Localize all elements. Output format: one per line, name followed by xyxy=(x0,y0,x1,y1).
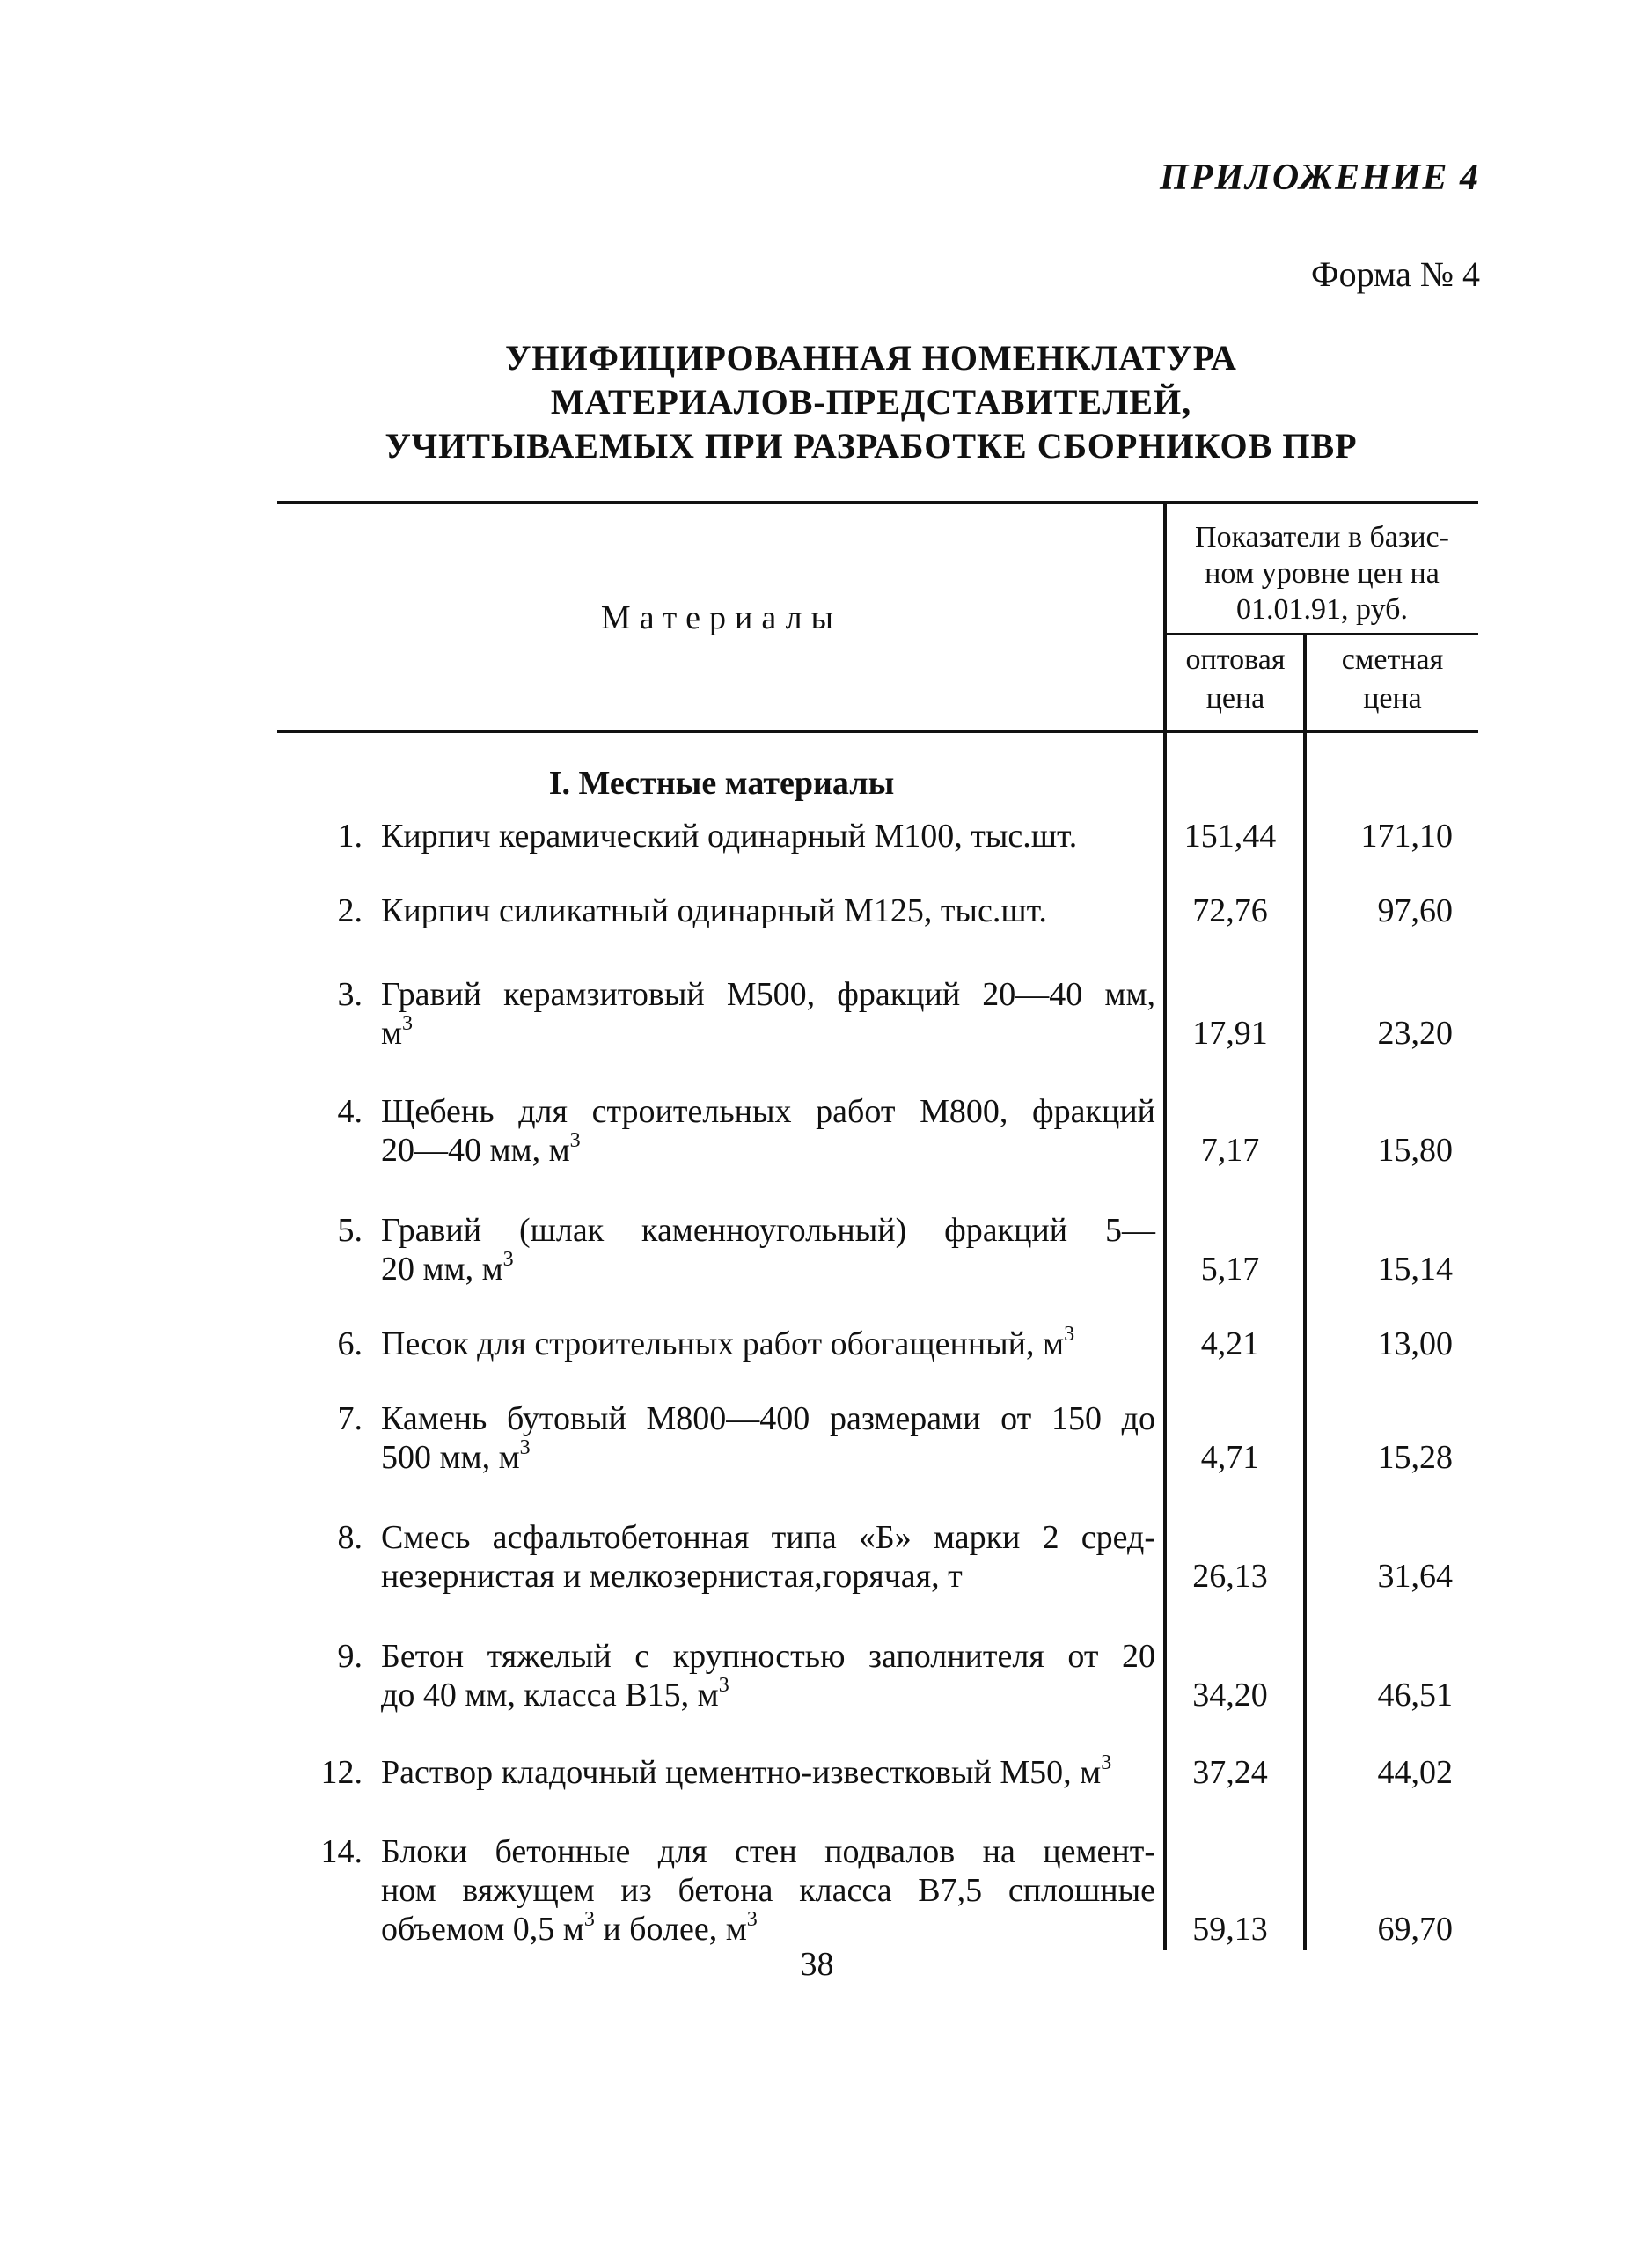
row-estimate-price: 23,20 xyxy=(1377,1015,1453,1052)
wholesale-line-2: цена xyxy=(1205,682,1265,715)
row-material-line: Камень бутовый М800—400 размерами от 150 до xyxy=(381,1400,1155,1437)
wholesale-line-1: оптовая xyxy=(1185,643,1286,676)
estimate-line-2: цена xyxy=(1363,682,1422,715)
row-number: 9. xyxy=(337,1638,363,1675)
row-wholesale-price: 34,20 xyxy=(1192,1677,1268,1714)
row-material xyxy=(381,1399,1155,1477)
row-number: 14. xyxy=(320,1833,363,1870)
row-wholesale-price: 37,24 xyxy=(1192,1754,1268,1791)
row-material-line: незернистая и мелкозернистая,горячая, т xyxy=(381,1558,963,1595)
superscript: 3 xyxy=(746,1908,758,1931)
row-material-line xyxy=(381,1250,1155,1288)
superscript: 3 xyxy=(502,1248,514,1271)
row-material-line: Бетон тяжелый с крупностью заполнителя от 20 xyxy=(381,1638,1155,1675)
table-top-rule xyxy=(277,501,1478,504)
indicators-sub-rule xyxy=(1166,633,1478,635)
row-material xyxy=(381,1211,1155,1288)
row-estimate-price: 13,00 xyxy=(1377,1325,1453,1362)
row-number: 4. xyxy=(337,1093,363,1130)
title-line-2: МАТЕРИАЛОВ-ПРЕДСТАВИТЕЛЕЙ, xyxy=(550,382,1192,422)
row-number: 5. xyxy=(337,1212,363,1249)
superscript: 3 xyxy=(718,1674,729,1697)
row-material xyxy=(381,817,1155,855)
row-material xyxy=(381,1753,1155,1792)
row-estimate-price: 15,80 xyxy=(1377,1132,1453,1169)
table-header-rule xyxy=(277,730,1478,733)
column-header-materials: Материалы xyxy=(600,599,843,636)
row-material-line: Смесь асфальтобетонная типа «Б» марки 2 сред- xyxy=(381,1519,1155,1556)
row-material xyxy=(381,1832,1155,1949)
column-header-wholesale xyxy=(1166,641,1305,718)
row-wholesale-price: 59,13 xyxy=(1192,1911,1268,1948)
row-estimate-price: 15,14 xyxy=(1377,1251,1453,1288)
row-material-line: Гравий (шлак каменноугольный) фракций 5— xyxy=(381,1212,1155,1249)
row-material-line xyxy=(381,1910,1155,1949)
row-estimate-price: 15,28 xyxy=(1377,1439,1453,1476)
row-estimate-price: 31,64 xyxy=(1377,1558,1453,1595)
column-header-indicators xyxy=(1166,519,1478,628)
row-material xyxy=(381,1637,1155,1714)
superscript: 3 xyxy=(402,1012,414,1035)
row-material-text: и более, м xyxy=(594,1911,747,1948)
row-estimate-price: 44,02 xyxy=(1377,1754,1453,1791)
row-number: 7. xyxy=(337,1400,363,1437)
row-material-text: 500 мм, м xyxy=(381,1439,520,1476)
row-material xyxy=(381,892,1155,930)
row-material xyxy=(381,975,1155,1053)
row-estimate-price: 46,51 xyxy=(1377,1677,1453,1714)
column-divider-prices xyxy=(1303,634,1307,1950)
row-material-line xyxy=(381,1325,1155,1363)
row-estimate-price: 97,60 xyxy=(1377,892,1453,929)
column-header-estimate xyxy=(1307,641,1478,718)
title-line-1: УНИФИЦИРОВАННАЯ НОМЕНКЛАТУРА xyxy=(505,338,1237,378)
materials-table xyxy=(277,0,1478,2268)
row-material-line xyxy=(381,1753,1155,1792)
row-number: 8. xyxy=(337,1519,363,1556)
superscript: 3 xyxy=(519,1436,531,1459)
superscript: 3 xyxy=(1101,1751,1112,1774)
estimate-line-1: сметная xyxy=(1341,643,1444,676)
row-material-line: Гравий керамзитовый М500, фракций 20—40 мм, xyxy=(381,976,1155,1013)
superscript: 3 xyxy=(1064,1323,1075,1346)
appendix-label: ПРИЛОЖЕНИЕ 4 xyxy=(1160,158,1480,198)
row-estimate-price: 171,10 xyxy=(1360,818,1453,855)
indicators-line-3: 01.01.91, руб. xyxy=(1236,593,1408,626)
row-material-text: объемом 0,5 м xyxy=(381,1911,584,1948)
row-material-text: м xyxy=(381,1015,403,1052)
row-wholesale-price: 4,21 xyxy=(1200,1325,1260,1362)
row-wholesale-price: 72,76 xyxy=(1192,892,1268,929)
row-material-line: ном вяжущем из бетона класса В7,5 сплошные xyxy=(381,1872,1155,1909)
row-wholesale-price: 26,13 xyxy=(1192,1558,1268,1595)
indicators-line-1: Показатели в базис- xyxy=(1195,521,1449,554)
row-wholesale-price: 17,91 xyxy=(1192,1015,1268,1052)
title-line-3: УЧИТЫВАЕМЫХ ПРИ РАЗРАБОТКЕ СБОРНИКОВ ПВР xyxy=(385,426,1358,466)
row-wholesale-price: 7,17 xyxy=(1200,1132,1260,1169)
row-material-text: до 40 мм, класса В15, м xyxy=(381,1677,719,1714)
section-title: I. Местные материалы xyxy=(548,765,895,802)
row-material xyxy=(381,1518,1155,1596)
row-material xyxy=(381,1325,1155,1363)
row-number: 3. xyxy=(337,976,363,1013)
row-number: 6. xyxy=(337,1325,363,1362)
row-wholesale-price: 4,71 xyxy=(1200,1439,1260,1476)
superscript: 3 xyxy=(569,1129,581,1152)
column-divider-materials xyxy=(1163,503,1167,1950)
superscript: 3 xyxy=(583,1908,595,1931)
row-number: 1. xyxy=(337,818,363,855)
row-number: 2. xyxy=(337,892,363,929)
row-material xyxy=(381,1092,1155,1170)
row-material-text: 20 мм, м xyxy=(381,1251,503,1288)
row-material-line: Кирпич силикатный одинарный М125, тыс.шт. xyxy=(381,892,1047,929)
row-material-line xyxy=(381,1131,1155,1170)
row-material-text: Раствор кладочный цементно-известковый М50, м xyxy=(381,1754,1102,1791)
row-material-line xyxy=(381,1676,1155,1714)
row-material-line: Блоки бетонные для стен подвалов на цемент- xyxy=(381,1833,1155,1870)
indicators-line-2: ном уровне цен на xyxy=(1205,557,1440,590)
form-number: Форма № 4 xyxy=(1311,254,1480,294)
row-wholesale-price: 5,17 xyxy=(1200,1251,1260,1288)
page-number: 38 xyxy=(800,1946,834,1983)
row-material-line xyxy=(381,1438,1155,1477)
row-material-line: Щебень для строительных работ М800, фракций xyxy=(381,1093,1155,1130)
row-material-text: 20—40 мм, м xyxy=(381,1132,570,1169)
row-material-line xyxy=(381,1014,1155,1053)
row-estimate-price: 69,70 xyxy=(1377,1911,1453,1948)
row-number: 12. xyxy=(320,1754,363,1791)
row-wholesale-price: 151,44 xyxy=(1183,818,1277,855)
row-material-text: Песок для строительных работ обогащенный, м xyxy=(381,1325,1065,1362)
row-material-line: Кирпич керамический одинарный М100, тыс.шт. xyxy=(381,818,1078,855)
